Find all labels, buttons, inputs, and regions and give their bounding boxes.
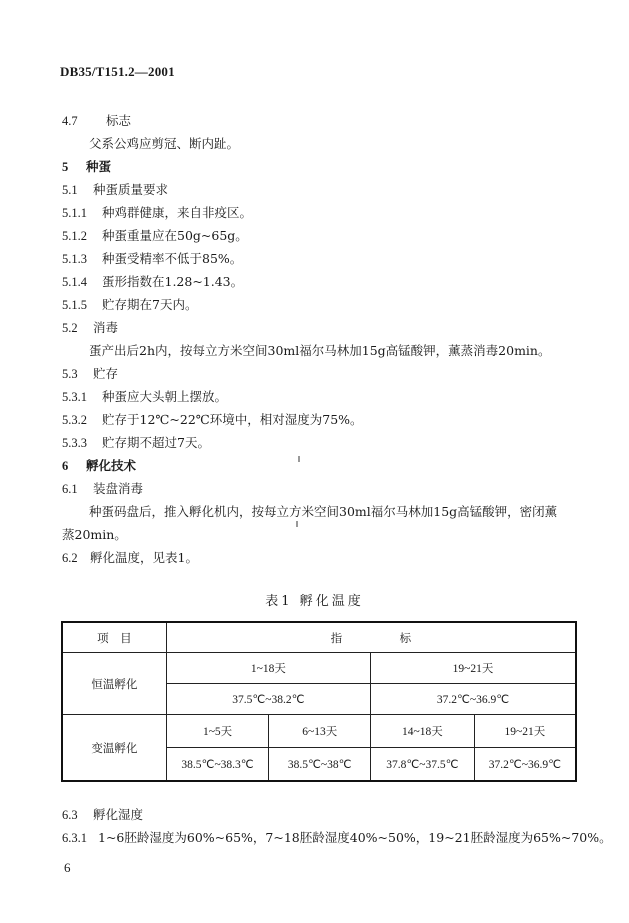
- header-index-cell: 指 标: [166, 622, 576, 653]
- section-number: 5.2: [62, 321, 78, 335]
- paragraph: 种蛋码盘后，推入孵化机内，按每立方米空间30ml福尔马林加15g高锰酸钾，密闭薰: [89, 504, 558, 519]
- standard-code-header: DB35/T151.2—2001: [60, 64, 175, 79]
- scan-mark: [296, 521, 298, 527]
- paragraph-continued: 蒸20min。: [62, 527, 127, 542]
- section-6-2: [62, 548, 198, 566]
- period-cell: 1~5天: [166, 715, 269, 748]
- page-number: 6: [64, 860, 71, 875]
- section-5-1-4: [62, 272, 243, 290]
- section-text: 贮存期在7天内。: [102, 297, 198, 312]
- section-number: 6: [62, 459, 69, 473]
- scan-mark: [298, 456, 300, 462]
- section-text: 种鸡群健康，来自非疫区。: [102, 205, 253, 220]
- section-5-3-3: [62, 433, 210, 451]
- section-title: 孵化技术: [86, 458, 137, 473]
- section-title: 消毒: [93, 320, 119, 335]
- section-5-3: [62, 364, 118, 382]
- variable-incubation-label: 变温孵化: [62, 715, 166, 782]
- section-text: 贮存于12℃~22℃环境中，相对湿度为75%。: [102, 412, 363, 427]
- table-row: [62, 715, 576, 748]
- temperature-cell: 37.8℃~37.5℃: [371, 748, 475, 782]
- section-number: 6.3.1: [62, 831, 87, 845]
- header-item-cell: 项 目: [62, 622, 166, 653]
- section-5-2: [62, 318, 118, 336]
- period-cell: 19~21天: [371, 653, 576, 684]
- section-number: 5.1.3: [62, 252, 87, 266]
- constant-incubation-label: 恒温孵化: [62, 653, 166, 715]
- section-title: 标志: [106, 113, 132, 128]
- incubation-temperature-table: [61, 621, 577, 782]
- section-5-1-2: [62, 226, 248, 244]
- section-number: 5.1.1: [62, 206, 87, 220]
- section-5-3-1: [62, 387, 227, 405]
- temperature-cell: 38.5℃~38.3℃: [166, 748, 269, 782]
- section-number: 6.2: [62, 551, 78, 565]
- section-5-1-5: [62, 295, 197, 313]
- paragraph: 蛋产出后2h内，按每立方米空间30ml福尔马林加15g高锰酸钾，薰蒸消毒20min。: [89, 343, 551, 358]
- section-5-1-3: [62, 249, 242, 267]
- temperature-cell: 38.5℃~38℃: [269, 748, 371, 782]
- section-number: 5.3.1: [62, 390, 87, 404]
- section-5-3-2: [62, 410, 363, 428]
- section-5-1-1: [62, 203, 252, 221]
- period-cell: 1~18天: [166, 653, 370, 684]
- period-cell: 6~13天: [269, 715, 371, 748]
- section-5: [62, 157, 111, 175]
- section-number: 5.1.2: [62, 229, 87, 243]
- temperature-cell: 37.2℃~36.9℃: [371, 684, 576, 715]
- section-5-1: [62, 180, 168, 198]
- temperature-cell: 37.2℃~36.9℃: [474, 748, 576, 782]
- section-text: 蛋形指数在1.28~1.43。: [102, 274, 244, 289]
- table-caption: 表1 孵化温度: [265, 594, 364, 609]
- period-cell: 19~21天: [474, 715, 576, 748]
- section-6-3-1: [62, 828, 612, 846]
- temperature-cell: 37.5℃~38.2℃: [166, 684, 370, 715]
- section-text: 孵化温度，见表1。: [90, 550, 198, 565]
- section-title: 装盘消毒: [93, 481, 144, 496]
- section-number: 5.3: [62, 367, 78, 381]
- section-text: 种蛋重量应在50g~65g。: [102, 228, 248, 243]
- section-title: 种蛋质量要求: [93, 182, 169, 197]
- section-number: 5.3.2: [62, 413, 87, 427]
- section-6: [62, 456, 136, 474]
- section-4-7: [62, 111, 131, 129]
- table-header-row: [62, 622, 576, 653]
- section-number: 5.1.5: [62, 298, 87, 312]
- period-cell: 14~18天: [371, 715, 475, 748]
- section-6-3: [62, 805, 143, 823]
- section-number: 5.1.4: [62, 275, 87, 289]
- paragraph: 父系公鸡应剪冠、断内趾。: [89, 136, 240, 151]
- section-title: 种蛋: [86, 159, 112, 174]
- section-number: 5.3.3: [62, 436, 87, 450]
- section-number: 4.7: [62, 114, 78, 128]
- section-text: 1~6胚龄湿度为60%~65%，7~18胚龄湿度40%~50%，19~21胚龄湿度为65%~70%。: [98, 830, 612, 845]
- table-row: [62, 653, 576, 684]
- section-number: 5.1: [62, 183, 78, 197]
- section-6-1: [62, 479, 143, 497]
- section-number: 6.3: [62, 808, 78, 822]
- section-number: 6.1: [62, 482, 78, 496]
- section-text: 种蛋受精率不低于85%。: [102, 251, 243, 266]
- section-title: 孵化湿度: [93, 807, 144, 822]
- section-text: 贮存期不超过7天。: [102, 435, 210, 450]
- section-number: 5: [62, 160, 69, 174]
- section-title: 贮存: [93, 366, 119, 381]
- section-text: 种蛋应大头朝上摆放。: [102, 389, 228, 404]
